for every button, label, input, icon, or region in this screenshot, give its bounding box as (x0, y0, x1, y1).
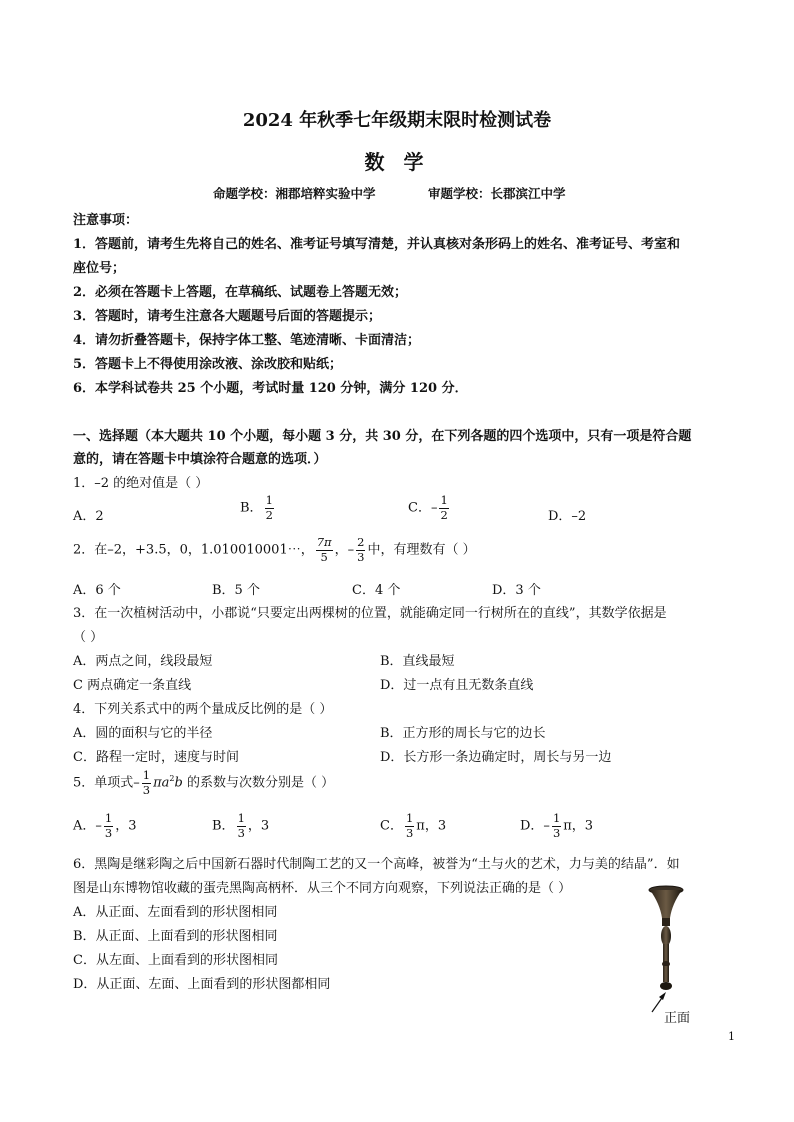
notice-item: 3．答题时，请考生注意各大题题号后面的答题提示； (73, 309, 382, 324)
notice-item: 1．答题前，请考生先将自己的姓名、准考证号填写清楚，并认真核对条形码上的姓名、准考证号、考室和 (73, 237, 681, 252)
fraction (439, 495, 448, 521)
option-tail: ，3 (115, 818, 137, 834)
notice-heading: 注意事项： (73, 213, 139, 228)
fraction (405, 813, 414, 839)
q4-stem: 4．下列关系式中的两个量成反比例的是（ ） (73, 702, 333, 717)
option-label: B． (240, 500, 263, 516)
frac-denominator: 3 (142, 782, 151, 797)
q2-option-b: B．5 个 (212, 583, 260, 598)
q5-option-d (520, 813, 593, 839)
frac-denominator: 2 (440, 507, 448, 522)
exam-title: 2024 年秋季七年级期末限时检测试卷 (242, 110, 552, 131)
option-tail: π，3 (416, 818, 447, 834)
subject-title: 数 学 (364, 150, 430, 174)
option-label: B． (212, 818, 235, 834)
setter-school: 命题学校：湘郡培粹实验中学 (213, 186, 376, 201)
q3-option-c: C 两点确定一条直线 (73, 678, 192, 693)
q4-option-d: D．长方形一条边确定时，周长与另一边 (380, 750, 612, 765)
section-heading: 一、选择题（本大题共 10 个小题，每小题 3 分，共 30 分，在下列各题的四个选项中，只有一项是符合题 (73, 429, 692, 444)
fraction (237, 813, 246, 839)
q6-stem: 6．黑陶是继彩陶之后中国新石器时代制陶工艺的又一个高峰，被誉为“土与火的艺术，力与美的结晶”．如 (73, 857, 680, 872)
fraction (356, 537, 365, 563)
q2-option-d: D．3 个 (492, 583, 541, 598)
q4-option-b: B．正方形的周长与它的边长 (380, 726, 546, 741)
option-tail: ，3 (247, 818, 270, 834)
exponent: 2 (169, 774, 175, 784)
figure-label: 正面 (664, 1011, 691, 1026)
frac-numerator: 1 (265, 493, 273, 507)
stem-text: 的系数与次数分别是（ ） (182, 775, 335, 791)
option-label: C． (380, 818, 403, 834)
frac-numerator: 1 (440, 493, 448, 507)
notice-item: 座位号； (73, 261, 126, 276)
frac-denominator: 5 (320, 549, 328, 564)
fraction (142, 770, 151, 796)
q5-option-b (212, 813, 269, 839)
q3-option-b: B．直线最短 (380, 654, 455, 669)
option-tail: π，3 (563, 818, 594, 834)
stem-text: 5．单项式– (73, 775, 140, 791)
section-heading: 意的，请在答题卡中填涂符合题意的选项．） (73, 452, 327, 467)
stem-text: 2．在–2，+3.5，0，1.010010001⋯， (73, 542, 314, 558)
frac-numerator: 7π (316, 535, 332, 549)
frac-denominator: 3 (357, 549, 365, 564)
fraction (104, 813, 113, 839)
q4-option-c: C．路程一定时，速度与时间 (73, 750, 239, 765)
q3-stem: （ ） (73, 630, 104, 645)
frac-denominator: 2 (265, 507, 273, 522)
q5-option-a (73, 813, 137, 839)
minus-sign: – (430, 500, 438, 516)
q2-option-c: C．4 个 (352, 583, 401, 598)
notice-item: 6．本学科试卷共 25 个小题，考试时量 120 分钟，满分 120 分． (73, 381, 468, 396)
page-number: 1 (728, 1030, 735, 1043)
fraction (552, 813, 561, 839)
reviewer-school: 审题学校：长郡滨江中学 (428, 186, 566, 201)
q1-option-b (240, 495, 276, 521)
q1-stem: 1．–2 的绝对值是（ ） (73, 476, 209, 491)
option-label: D．– (520, 818, 550, 834)
notice-item: 2．必须在答题卡上答题，在草稿纸、试题卷上答题无效； (73, 285, 408, 300)
black-pottery-goblet-figure (640, 884, 700, 1024)
q6-option-b: B．从正面、上面看到的形状图相同 (73, 929, 278, 944)
q3-option-a: A．两点之间，线段最短 (73, 654, 213, 669)
q6-option-a: A．从正面、左面看到的形状图相同 (73, 905, 278, 920)
frac-numerator: 1 (142, 768, 151, 782)
stem-text: ，– (334, 542, 355, 558)
q5-option-c (380, 813, 446, 839)
monomial-text: πa (153, 775, 170, 791)
monomial-variable: b (174, 775, 183, 791)
frac-numerator: 2 (357, 535, 365, 549)
frac-numerator: 1 (104, 811, 113, 825)
q4-option-a: A．圆的面积与它的半径 (73, 726, 213, 741)
q6-option-c: C．从左面、上面看到的形状图相同 (73, 953, 278, 968)
frac-denominator: 3 (405, 825, 414, 840)
notice-item: 5．答题卡上不得使用涂改液、涂改胶和贴纸； (73, 357, 343, 372)
q3-option-d: D．过一点有且无数条直线 (380, 678, 534, 693)
frac-denominator: 3 (237, 825, 245, 840)
frac-denominator: 3 (552, 825, 561, 840)
q1-option-c (408, 495, 451, 521)
q6-stem: 图是山东博物馆收藏的蛋壳黑陶高柄杯．从三个不同方向观察，下列说法正确的是（ ） (73, 881, 572, 896)
fraction (265, 495, 274, 521)
q2-option-a: A．6 个 (73, 583, 121, 598)
frac-denominator: 3 (104, 825, 113, 840)
q6-option-d: D．从正面、左面、上面看到的形状图都相同 (73, 977, 331, 992)
q5-stem (73, 770, 334, 796)
frac-numerator: 1 (405, 811, 414, 825)
frac-numerator: 1 (237, 811, 245, 825)
option-label: A．– (73, 818, 102, 834)
stem-text: 中，有理数有（ ） (367, 542, 476, 558)
q3-stem: 3．在一次植树活动中，小郡说“只要定出两棵树的位置，就能确定同一行树所在的直线”，其数学依据是 (73, 606, 667, 621)
q1-option-a: A．2 (73, 509, 104, 524)
q2-stem (73, 537, 476, 563)
fraction (316, 537, 333, 563)
q1-option-d: D．–2 (548, 509, 587, 524)
notice-item: 4．请勿折叠答题卡，保持字体工整、笔迹清晰、卡面清洁； (73, 333, 421, 348)
frac-numerator: 1 (552, 811, 561, 825)
option-label: C． (408, 500, 431, 516)
